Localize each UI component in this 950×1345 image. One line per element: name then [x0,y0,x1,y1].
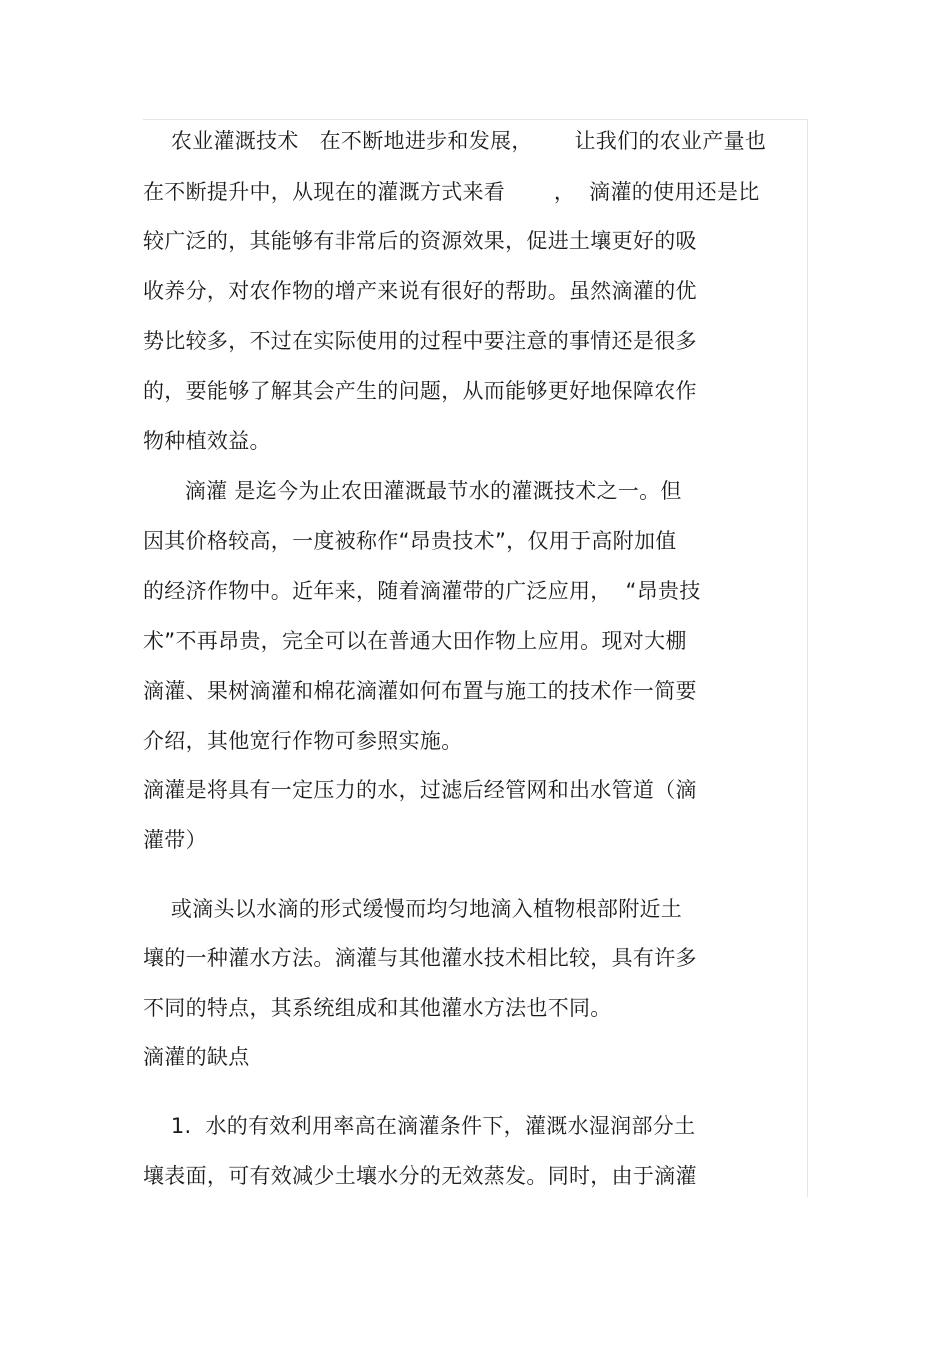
text-line: 滴灌、果树滴灌和棉花滴灌如何布置与施工的技术作一简要 [143,679,697,703]
text-line: 较广泛的，其能够有非常后的资源效果，促进土壤更好的吸 [143,229,697,253]
section-heading: 滴灌的缺点 [143,1045,250,1069]
text-line: 的，要能够了解其会产生的问题，从而能够更好地保障农作 [143,379,697,403]
text-line: 壤表面，可有效减少土壤水分的无效蒸发。同时，由于滴灌 [143,1164,697,1188]
text-line: 的经济作物中。近年来，随着滴灌带的广泛应用， “昂贵技 [143,579,701,603]
text-line: 在不断提升中，从现在的灌溉方式来看 ， 滴灌的使用还是比 [143,180,760,204]
text-line: 或滴头以水滴的形式缓慢而均匀地滴入植物根部附近土 [143,897,683,921]
page-frame-right [807,119,808,1197]
text-line: 灌带） [143,828,207,852]
text-line: 势比较多，不过在实际使用的过程中要注意的事情还是很多 [143,329,697,353]
text-line: 滴灌 是迄今为止农田灌溉最节水的灌溉技术之一。但 [143,479,682,503]
page-frame-top [143,119,808,120]
text-line: 1. 水的有效利用率高在滴灌条件下，灌溉水湿润部分土 [143,1114,696,1138]
text-line: 物种植效益。 [143,429,271,453]
text-line: 滴灌是将具有一定压力的水，过滤后经管网和出水管道（滴 [143,778,697,802]
text-line: 因其价格较高，一度被称作“昂贵技术”，仅用于高附加值 [143,529,677,553]
text-line: 收养分，对农作物的增产来说有很好的帮助。虽然滴灌的优 [143,279,697,303]
text-line: 不同的特点，其系统组成和其他灌水方法也不同。 [143,996,612,1020]
text-line: 介绍，其他宽行作物可参照实施。 [143,729,463,753]
text-line: 术”不再昂贵，完全可以在普通大田作物上应用。现对大棚 [143,629,687,653]
text-line: 农业灌溉技术 在不断地进步和发展， 让我们的农业产量也 [143,129,767,153]
text-line: 壤的一种灌水方法。滴灌与其他灌水技术相比较，具有许多 [143,946,697,970]
